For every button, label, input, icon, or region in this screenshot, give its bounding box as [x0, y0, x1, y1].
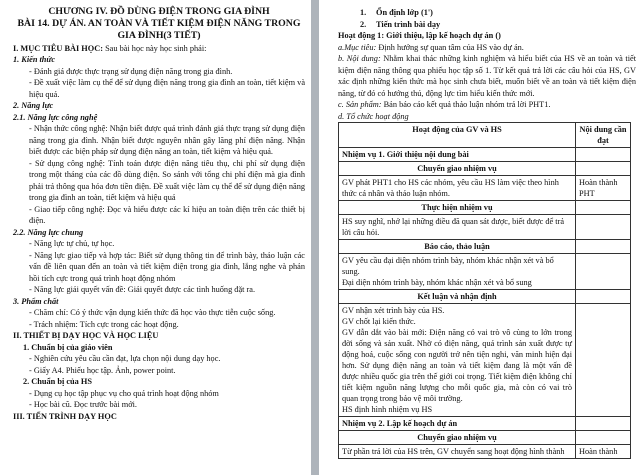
section-1-heading: I. MỤC TIÊU BÀI HỌC: Sau bài học này học sinh phải:	[13, 43, 207, 53]
table-cell	[576, 201, 631, 215]
table-cell: Hoàn thành	[576, 445, 631, 459]
step-heading: Chuyển giao nhiệm vụ	[339, 162, 576, 176]
table-header-cell: Nội dung cần đạt	[576, 123, 631, 148]
paragraph: - Chăm chỉ: Có ý thức vận dụng kiến thức đã học vào thực tiễn cuộc sống.	[29, 308, 276, 318]
organization-heading: d. Tổ chức hoạt động	[338, 111, 409, 121]
cell-line: GV nhận xét trình bày của HS.	[342, 306, 445, 315]
cell-line: GV dẫn dắt vào bài mới: Điện năng có vai trò vô cùng to lớn trong đời sống và sản xuất. Nhờ có điện năng, quá trình sản xuất được tự động hoá, cuộc sống con người trở nên tiện nghi, văn minh hiện đại hơn. Sử dụng điện năng an toàn và tiết kiệm đang là một vấn đề được nhiều quốc gia trên thế giới coi trọng. Tiết kiệm điện không chỉ tiết kiệm nguồn năng lượng cho mỗi quốc gia, mà còn có vai trò quan trọng trong bảo vệ môi trường.	[342, 328, 572, 403]
cell-line: GV yêu cầu đại diện nhóm trình bày, nhóm khác nhận xét và bổ sung.	[342, 256, 554, 276]
task-heading: Nhiệm vụ 2. Lập kế hoạch dự án	[339, 417, 576, 431]
table-cell	[576, 148, 631, 162]
table-cell	[339, 304, 576, 417]
table-cell: GV phát PHT1 cho HS các nhóm, yêu cầu HS làm việc theo hình thức cá nhân và thảo luận nhóm.	[339, 176, 576, 201]
paragraph: - Năng lực giao tiếp và hợp tác: Biết sử dụng thông tin để trình bày, thảo luận các vấn đề liên quan đến an toàn và tiết kiệm điện trong gia đình, lắng nghe và phản hồi tích cực trong quá trình hoạt động nhóm	[29, 250, 305, 283]
document-page-left	[0, 0, 311, 475]
heading-chuan-bi-hs: 2. Chuẩn bị của HS	[23, 377, 92, 387]
table-header-cell: Hoạt động của GV và HS	[339, 123, 576, 148]
table-row	[339, 215, 631, 240]
table-row	[339, 417, 631, 431]
table-cell: Từ phần trả lời của HS trên, GV chuyển sang hoạt động hình thành	[339, 445, 576, 459]
table-row	[339, 176, 631, 201]
heading-chuan-bi-gv: 1. Chuẩn bị của giáo viên	[23, 342, 113, 352]
table-row	[339, 431, 631, 445]
table-row	[339, 290, 631, 304]
table-cell: HS suy nghĩ, nhớ lại những điều đã quan sát được, biết được để trả lời câu hỏi.	[339, 215, 576, 240]
cell-line: GV chốt lại kiến thức.	[342, 317, 416, 326]
lesson-title: BÀI 14. DỰ ÁN. AN TOÀN VÀ TIẾT KIỆM ĐIỆN NĂNG TRONG	[17, 18, 301, 30]
table-row	[339, 162, 631, 176]
table-row	[339, 240, 631, 254]
paragraph: - Năng lực tự chủ, tự học.	[29, 239, 115, 249]
table-cell	[576, 254, 631, 290]
paragraph: - Học bài cũ. Đọc trước bài mới.	[29, 400, 137, 410]
table-cell	[576, 304, 631, 417]
table-row	[339, 148, 631, 162]
step-heading: Thực hiện nhiệm vụ	[339, 201, 576, 215]
list-item-tien-trinh: 2. Tiến trình bài dạy	[360, 19, 441, 29]
table-cell	[576, 431, 631, 445]
activity-1-heading: Hoạt động 1: Giới thiệu, lập kế hoạch dự án ()	[338, 31, 501, 40]
table-cell: Hoàn thành PHT	[576, 176, 631, 201]
paragraph: - Nhận thức công nghệ: Nhận biết được quá trình đánh giá thực trạng sử dụng điện năng trong gia đình. Nhận biết được nguyên nhân gây lãng phí điện năng. Nhận biết được các biện pháp sử dụng điện năng an toàn, tiết kiệm và hiệu quả.	[29, 124, 305, 157]
section-2-heading: II. THIẾT BỊ DẠY HỌC VÀ HỌC LIỆU	[13, 331, 159, 341]
table-cell	[576, 215, 631, 240]
paragraph: - Năng lực giải quyết vấn đề: Giải quyết được các tình huống đặt ra.	[29, 285, 256, 295]
step-heading: Kết luận và nhận định	[339, 290, 576, 304]
table-row	[339, 201, 631, 215]
paragraph: - Đánh giá được thực trạng sử dụng điện năng trong gia đình.	[29, 66, 233, 76]
table-row	[339, 304, 631, 417]
paragraph: - Giấy A4. Phiếu học tập. Ảnh, power point.	[29, 365, 176, 375]
paragraph: - Đề xuất việc làm cụ thể để sử dụng điện năng trong gia đình an toàn, tiết kiệm và hiệu quả.	[29, 78, 305, 99]
step-heading: Báo cáo, thảo luận	[339, 240, 576, 254]
content-paragraph: b. Nội dung: Nhằm khai thác những kinh nghiệm và hiểu biết của HS về an toàn và tiết kiệm điện năng thông qua phiếu học tập số 1. Từ kết quả trả lời các câu hỏi của HS, GV xác định những kiến thức mà học sinh chưa biết, muốn biết về an toàn và tiết kiệm điện năng, từ đó có hướng thú, động lực tìm hiểu kiến thức mới.	[338, 54, 637, 98]
list-item-on-dinh-lop: 1. Ổn định lớp (1')	[360, 8, 433, 17]
cell-line: Đại diện nhóm trình bày, nhóm khác nhận xét và bổ sung	[342, 278, 532, 287]
table-cell	[576, 162, 631, 176]
paragraph: - Nghiên cứu yêu cầu cần đạt, lựa chọn nội dung dạy học.	[29, 354, 221, 364]
paragraph: - Trách nhiệm: Tích cực trong các hoạt động.	[29, 319, 179, 329]
paragraph: - Sử dụng công nghệ: Tính toán được điện năng tiêu thụ, chi phí sử dụng điện trong một tháng của các đồ dùng điện. So sánh với tổng chi phí điện mà gia đình phải trả thông qua hóa đơn tiền điện. Đề xuất việc làm cụ thể để sử dụng điện năng trong gia đình an toàn, tiết kiệm và hiệu quả	[29, 158, 305, 203]
table-header-row	[339, 123, 631, 148]
table-cell	[576, 290, 631, 304]
document-page-right	[319, 0, 640, 475]
heading-kien-thuc: 1. Kiến thức	[13, 55, 56, 65]
product-line: c. Sản phẩm: Bản báo cáo kết quả thảo luận nhóm trả lời PHT1.	[338, 100, 551, 109]
activity-table	[338, 122, 631, 459]
table-cell	[576, 417, 631, 431]
heading-nang-luc-cong-nghe: 2.1. Năng lực công nghệ	[13, 112, 98, 122]
table-row	[339, 254, 631, 290]
table-row	[339, 445, 631, 459]
chapter-title: CHƯƠNG IV. ĐỒ DÙNG ĐIỆN TRONG GIA ĐÌNH	[48, 6, 270, 17]
heading-pham-chat: 3. Phẩm chất	[13, 296, 59, 306]
table-cell	[339, 254, 576, 290]
heading-nang-luc: 2. Năng lực	[13, 101, 54, 111]
paragraph: - Dụng cụ học tập phục vụ cho quá trình hoạt động nhóm	[29, 388, 219, 398]
objective-line: a.Mục tiêu: Định hướng sự quan tâm của HS vào dự án.	[338, 42, 524, 52]
paragraph: - Giao tiếp công nghệ: Đọc và hiểu được các kí hiệu an toàn điện trên các thiết bị điện.	[29, 204, 305, 226]
heading-nang-luc-chung: 2.2. Năng lực chung	[13, 227, 84, 237]
table-cell	[576, 240, 631, 254]
lesson-title-cont: GIA ĐÌNH(3 TIẾT)	[117, 30, 201, 42]
task-heading: Nhiệm vụ 1. Giới thiệu nội dung bài	[339, 148, 576, 162]
section-3-heading: III. TIẾN TRÌNH DẠY HỌC	[13, 411, 117, 421]
cell-line: HS định hình nhiệm vụ HS	[342, 405, 433, 414]
step-heading: Chuyển giao nhiệm vụ	[339, 431, 576, 445]
